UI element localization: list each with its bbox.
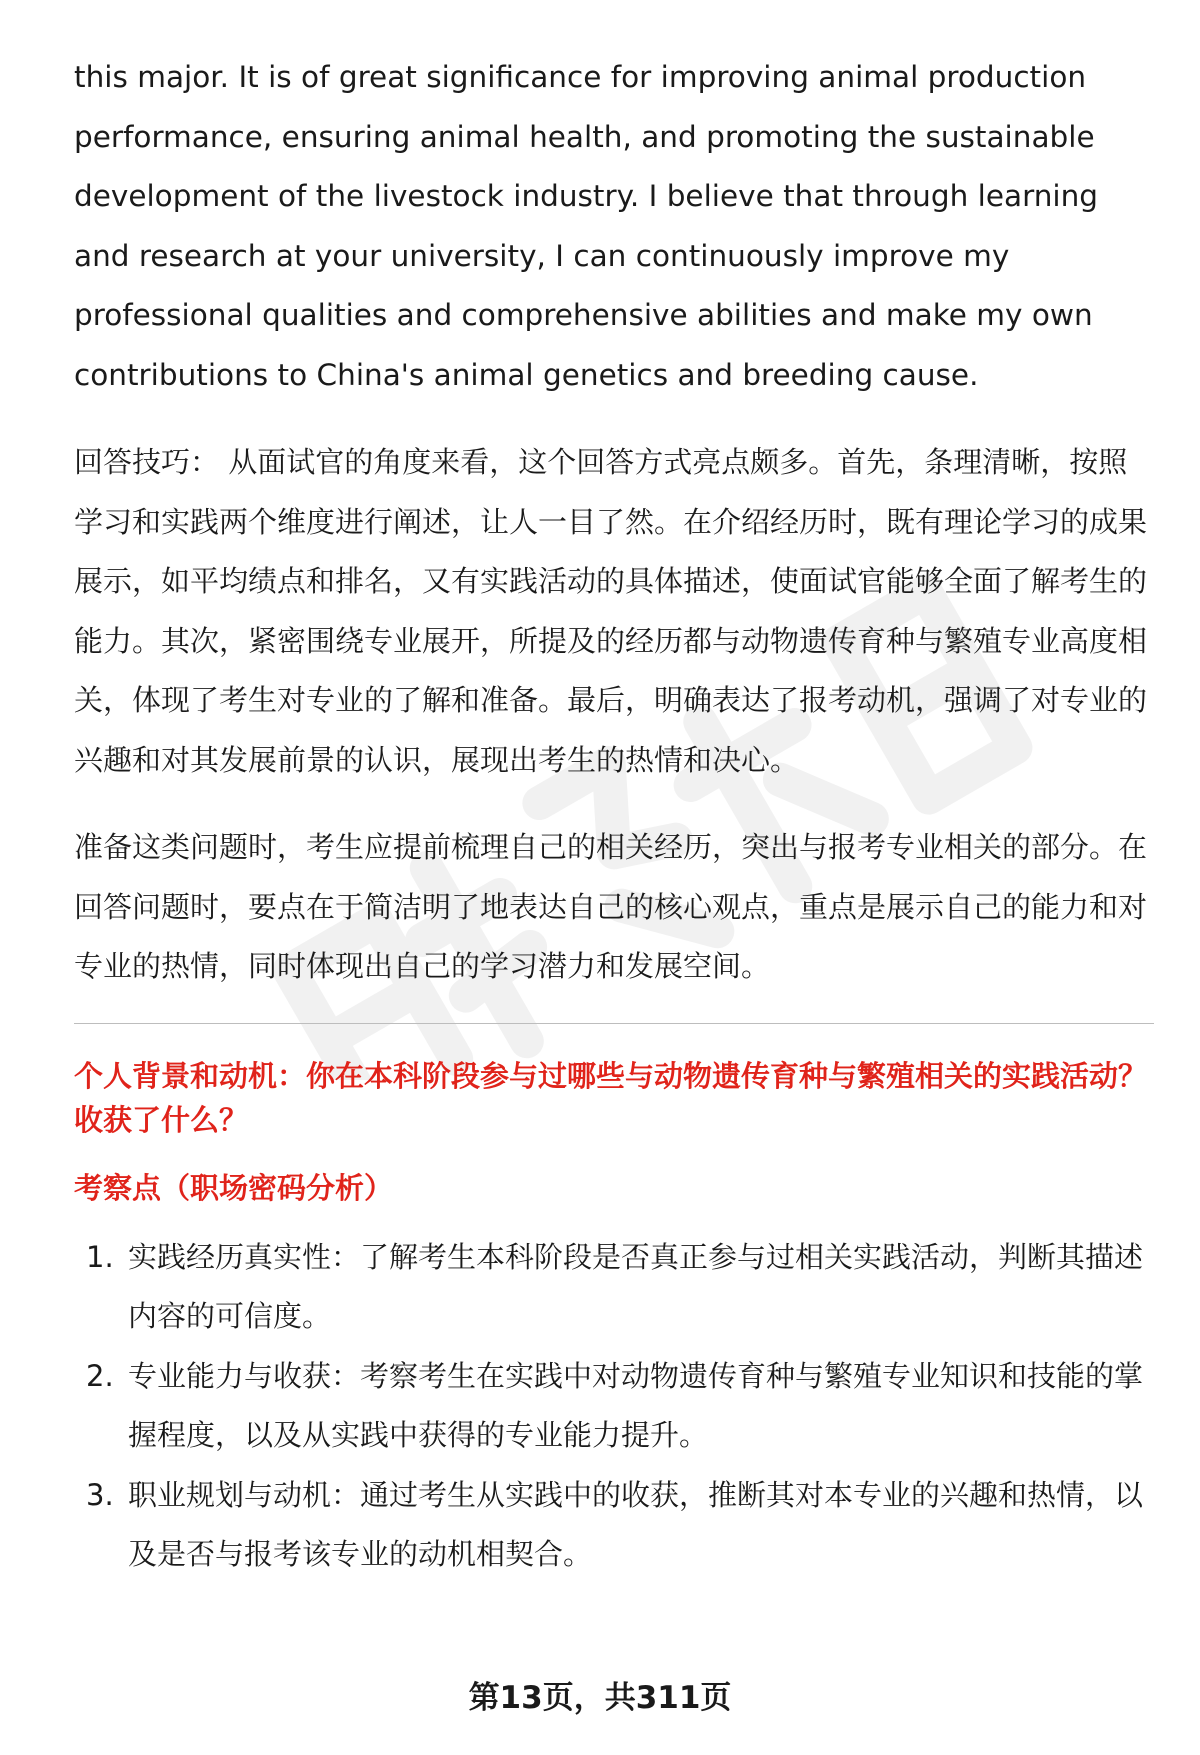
page-number-footer: 第13页，共311页 [468,1680,732,1716]
list-item-text: 专业能力与收获：考察考生在实践中对动物遗传育种与繁殖专业知识和技能的掌握程度，以及从实践中获得的专业能力提升。 [128,1358,1144,1452]
list-item [74,1466,1154,1585]
preparation-paragraph: 准备这类问题时，考生应提前梳理自己的相关经历，突出与报考专业相关的部分。在回答问题时，要点在于简洁明了地表达自己的核心观点，重点是展示自己的能力和对专业的热情，同时体现出自己的学习潜力和发展空间。 [74,830,1148,983]
list-item [74,1347,1154,1466]
list-item-number: 2. [86,1358,114,1393]
list-item [74,1228,1154,1347]
section-divider [74,1023,1154,1024]
tips-paragraph: 回答技巧： 从面试官的角度来看，这个回答方式亮点颇多。首先，条理清晰，按照学习和实践两个维度进行阐述，让人一目了然。在介绍经历时，既有理论学习的成果展示，如平均绩点和排名，又有实践活动的具体描述，使面试官能够全面了解考生的能力。其次，紧密围绕专业展开，所提及的经历都与动物遗传育种与繁殖专业高度相关，体现了考生对专业的了解和准备。最后，明确表达了报考动机，强调了对专业的兴趣和对其发展前景的认识，展现出考生的热情和决心。 [74,445,1148,777]
list-item-number: 1. [86,1239,114,1274]
question-title: 个人背景和动机：你在本科阶段参与过哪些与动物遗传育种与繁殖相关的实践活动？收获了什么？ [74,1058,1148,1137]
list-item-text: 实践经历真实性：了解考生本科阶段是否真正参与过相关实践活动，判断其描述内容的可信度。 [128,1239,1144,1333]
assessment-points-heading: 考察点（职场密码分析） [74,1170,394,1205]
assessment-points-list [74,1228,1154,1585]
english-answer-paragraph: this major. It is of great significance for improving animal production performance, ensuring animal health, and promoting the sustainable development of the livestock industry. I believe that through learning and research at your university, I can continuously improve my professional qualities and comprehensive abilities and make my own contributions to China's animal genetics and breeding cause. [74,60,1099,392]
list-item-text: 职业规划与动机：通过考生从实践中的收获，推断其对本专业的兴趣和热情，以及是否与报考该专业的动机相契合。 [128,1477,1144,1571]
list-item-number: 3. [86,1477,114,1512]
page-content [74,48,1154,1585]
